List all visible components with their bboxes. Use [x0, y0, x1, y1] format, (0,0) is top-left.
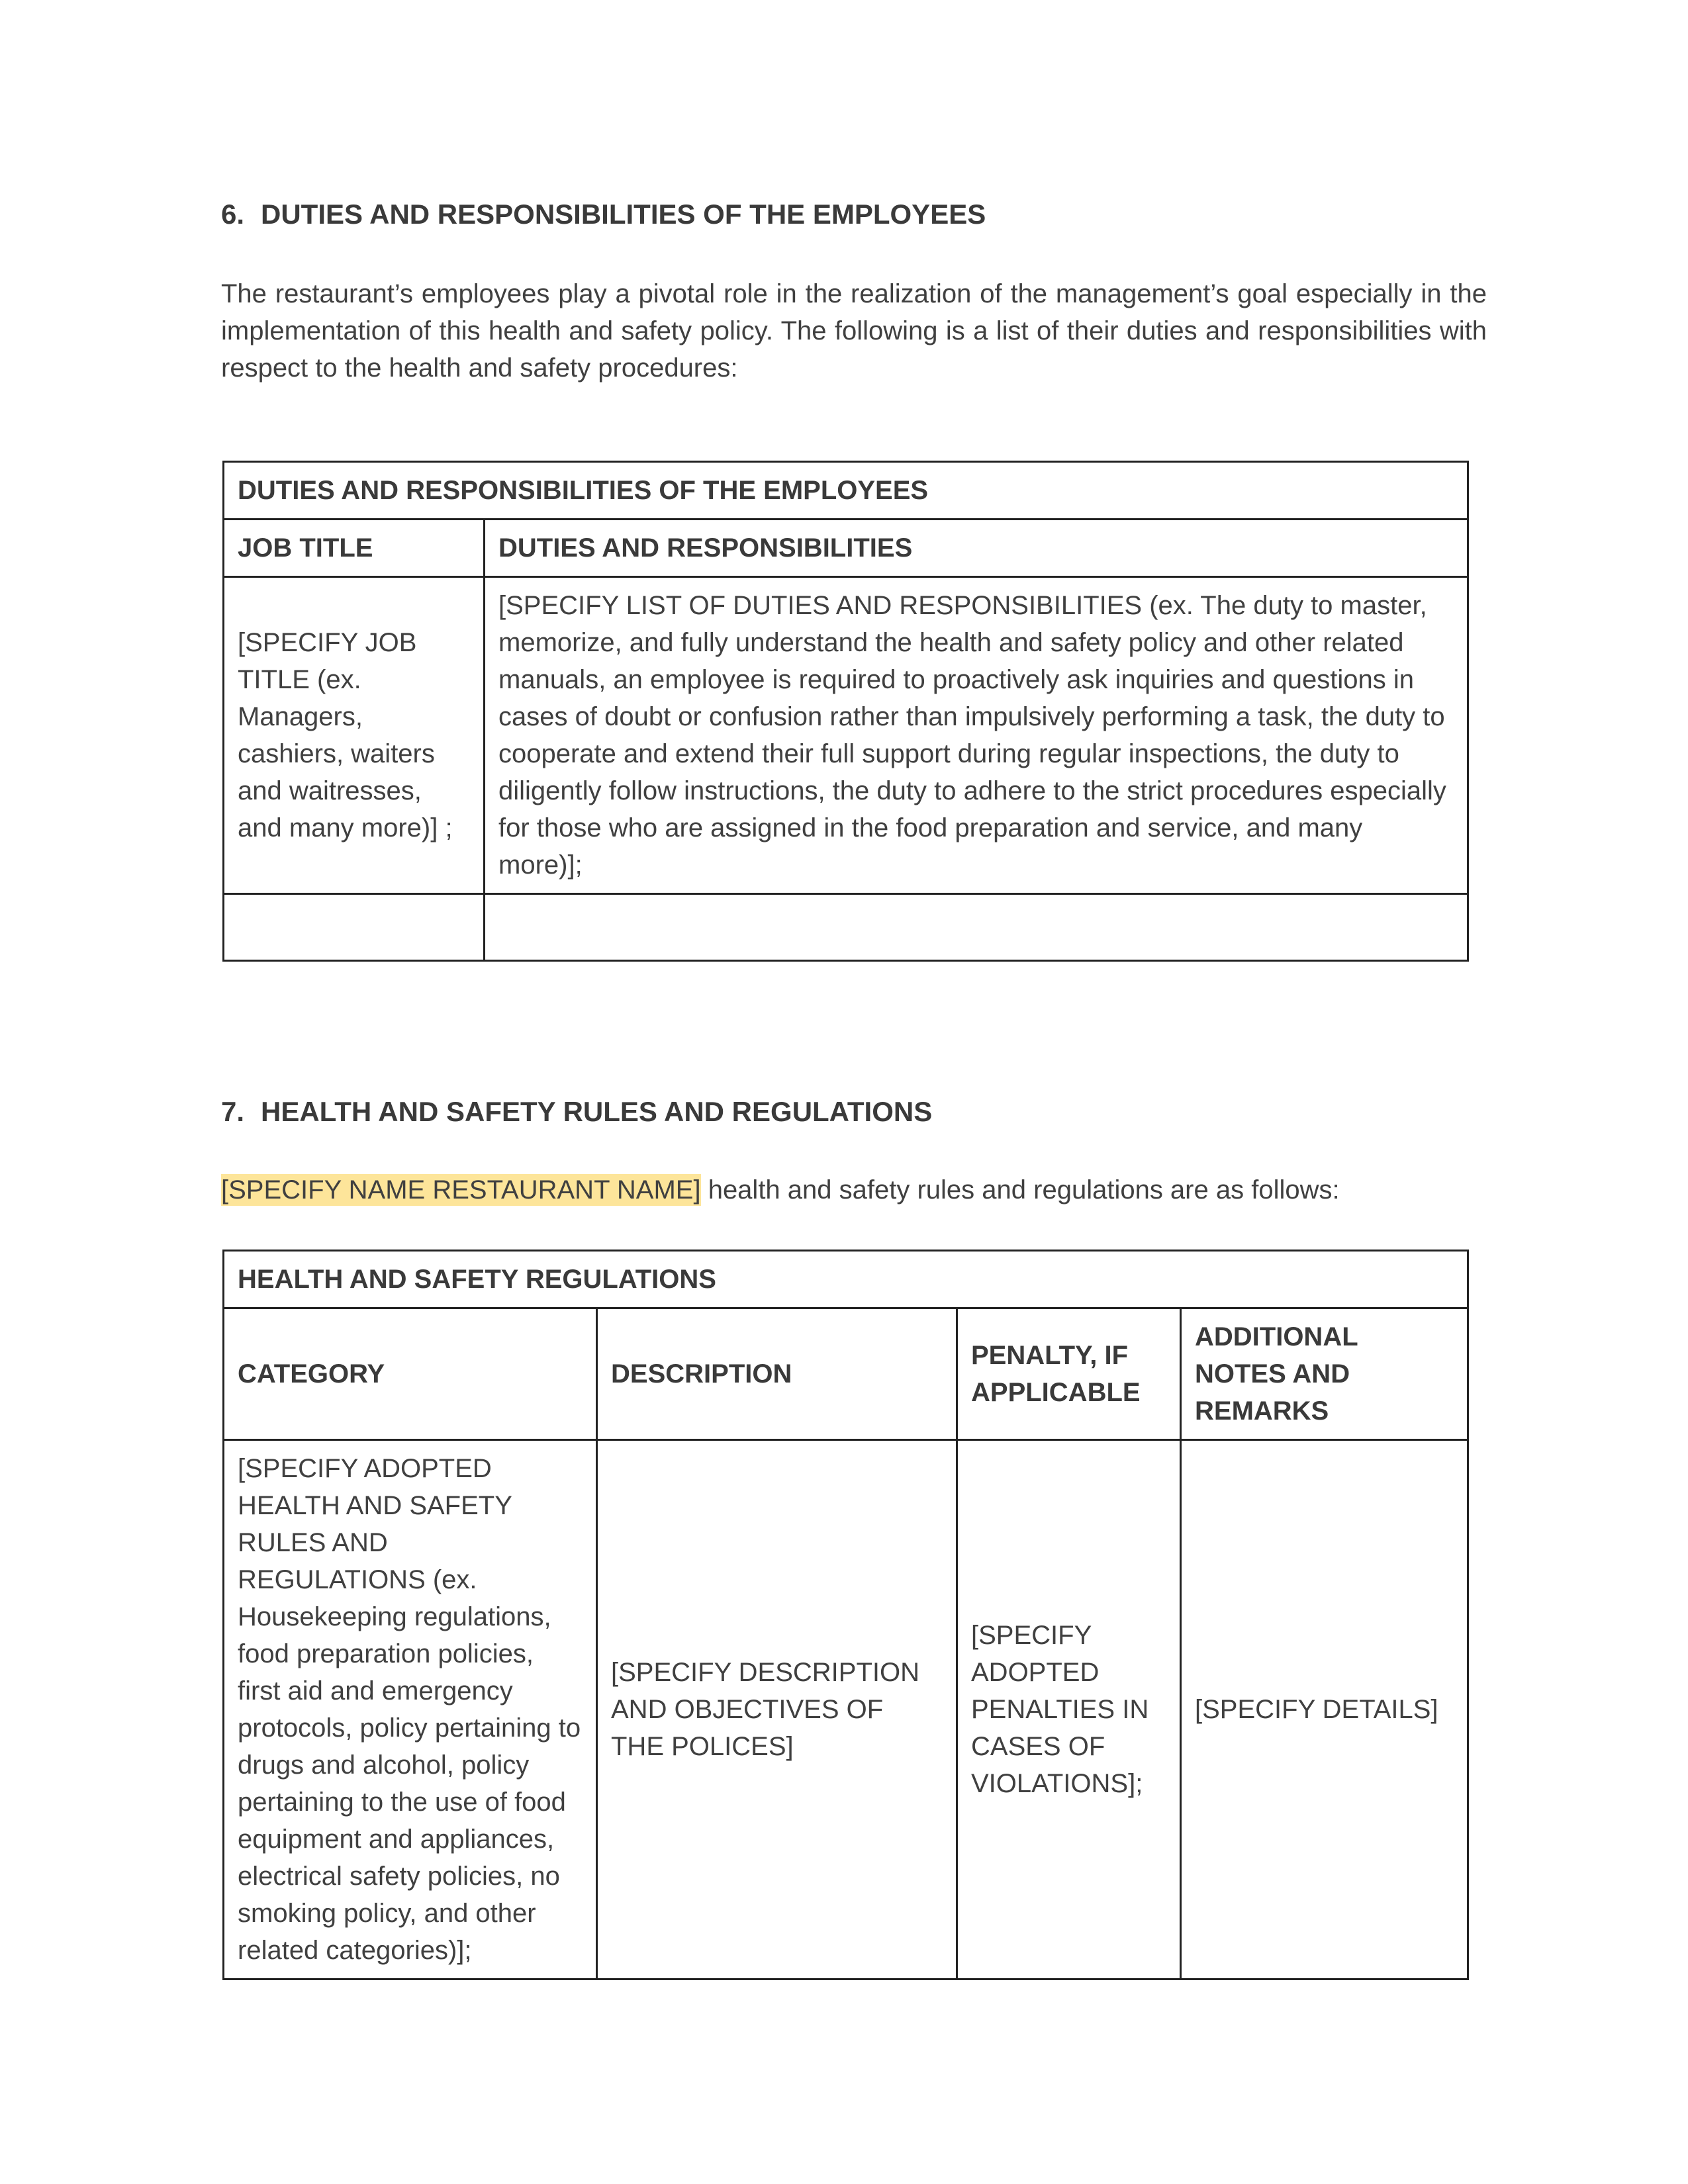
restaurant-name-placeholder: [SPECIFY NAME RESTAURANT NAME]: [221, 1175, 701, 1205]
notes-cell: [SPECIFY DETAILS]: [1181, 1440, 1468, 1979]
table-row: [224, 1440, 1468, 1979]
regulations-table: [222, 1250, 1469, 1980]
section-7-heading: [221, 1096, 932, 1128]
section-7-title: HEALTH AND SAFETY RULES AND REGULATIONS: [261, 1096, 933, 1127]
regulations-header-description: DESCRIPTION: [597, 1308, 957, 1440]
section-6-number: 6.: [221, 199, 245, 230]
section-7-intro: [221, 1171, 1340, 1208]
table-row-empty: [224, 894, 1468, 961]
section-6-heading: [221, 199, 986, 230]
regulations-header-notes: ADDITIONAL NOTES AND REMARKS: [1181, 1308, 1468, 1440]
section-7-number: 7.: [221, 1096, 245, 1127]
job-title-cell: [SPECIFY JOB TITLE (ex. Managers, cashiers, waiters and waitresses, and many more)] ;: [224, 577, 485, 894]
category-cell: [SPECIFY ADOPTED HEALTH AND SAFETY RULES AND REGULATIONS (ex. Housekeeping regulations, food preparation policies, first aid and emergency protocols, policy pertaining to drugs and alcohol, policy pertaining to the use of food equipment and appliances, electrical safety policies, no smoking policy, and other related categories)];: [224, 1440, 597, 1979]
regulations-table-title: HEALTH AND SAFETY REGULATIONS: [224, 1251, 1468, 1308]
section-6-paragraph: The restaurant’s employees play a pivotal role in the realization of the management’s goal especially in the implementation of this health and safety policy. The following is a list of their duties and responsibilities with respect to the health and safety procedures:: [221, 279, 1487, 383]
regulations-header-penalty: PENALTY, IF APPLICABLE: [957, 1308, 1181, 1440]
table-row: [224, 577, 1468, 894]
duties-cell-empty: [485, 894, 1468, 961]
job-title-cell-empty: [224, 894, 485, 961]
duties-table: [222, 461, 1469, 962]
regulations-header-category: CATEGORY: [224, 1308, 597, 1440]
duties-table-title: DUTIES AND RESPONSIBILITIES OF THE EMPLOYEES: [224, 462, 1468, 520]
description-cell: [SPECIFY DESCRIPTION AND OBJECTIVES OF THE POLICES]: [597, 1440, 957, 1979]
duties-cell: [SPECIFY LIST OF DUTIES AND RESPONSIBILITIES (ex. The duty to master, memorize, and fully understand the health and safety policy and other related manuals, an employee is required to proactively ask inquiries and questions in cases of doubt or confusion rather than impulsively performing a task, the duty to cooperate and extend their full support during regular inspections, the duty to diligently follow instructions, the duty to adhere to the strict procedures especially for those who are assigned in the food preparation and service, and many more)];: [485, 577, 1468, 894]
duties-table-header-duties: DUTIES AND RESPONSIBILITIES: [485, 520, 1468, 577]
duties-table-header-job-title: JOB TITLE: [224, 520, 485, 577]
penalty-cell: [SPECIFY ADOPTED PENALTIES IN CASES OF VIOLATIONS];: [957, 1440, 1181, 1979]
section-7-intro-text: health and safety rules and regulations are as follows:: [700, 1175, 1340, 1205]
section-6-title: DUTIES AND RESPONSIBILITIES OF THE EMPLOYEES: [261, 199, 986, 230]
